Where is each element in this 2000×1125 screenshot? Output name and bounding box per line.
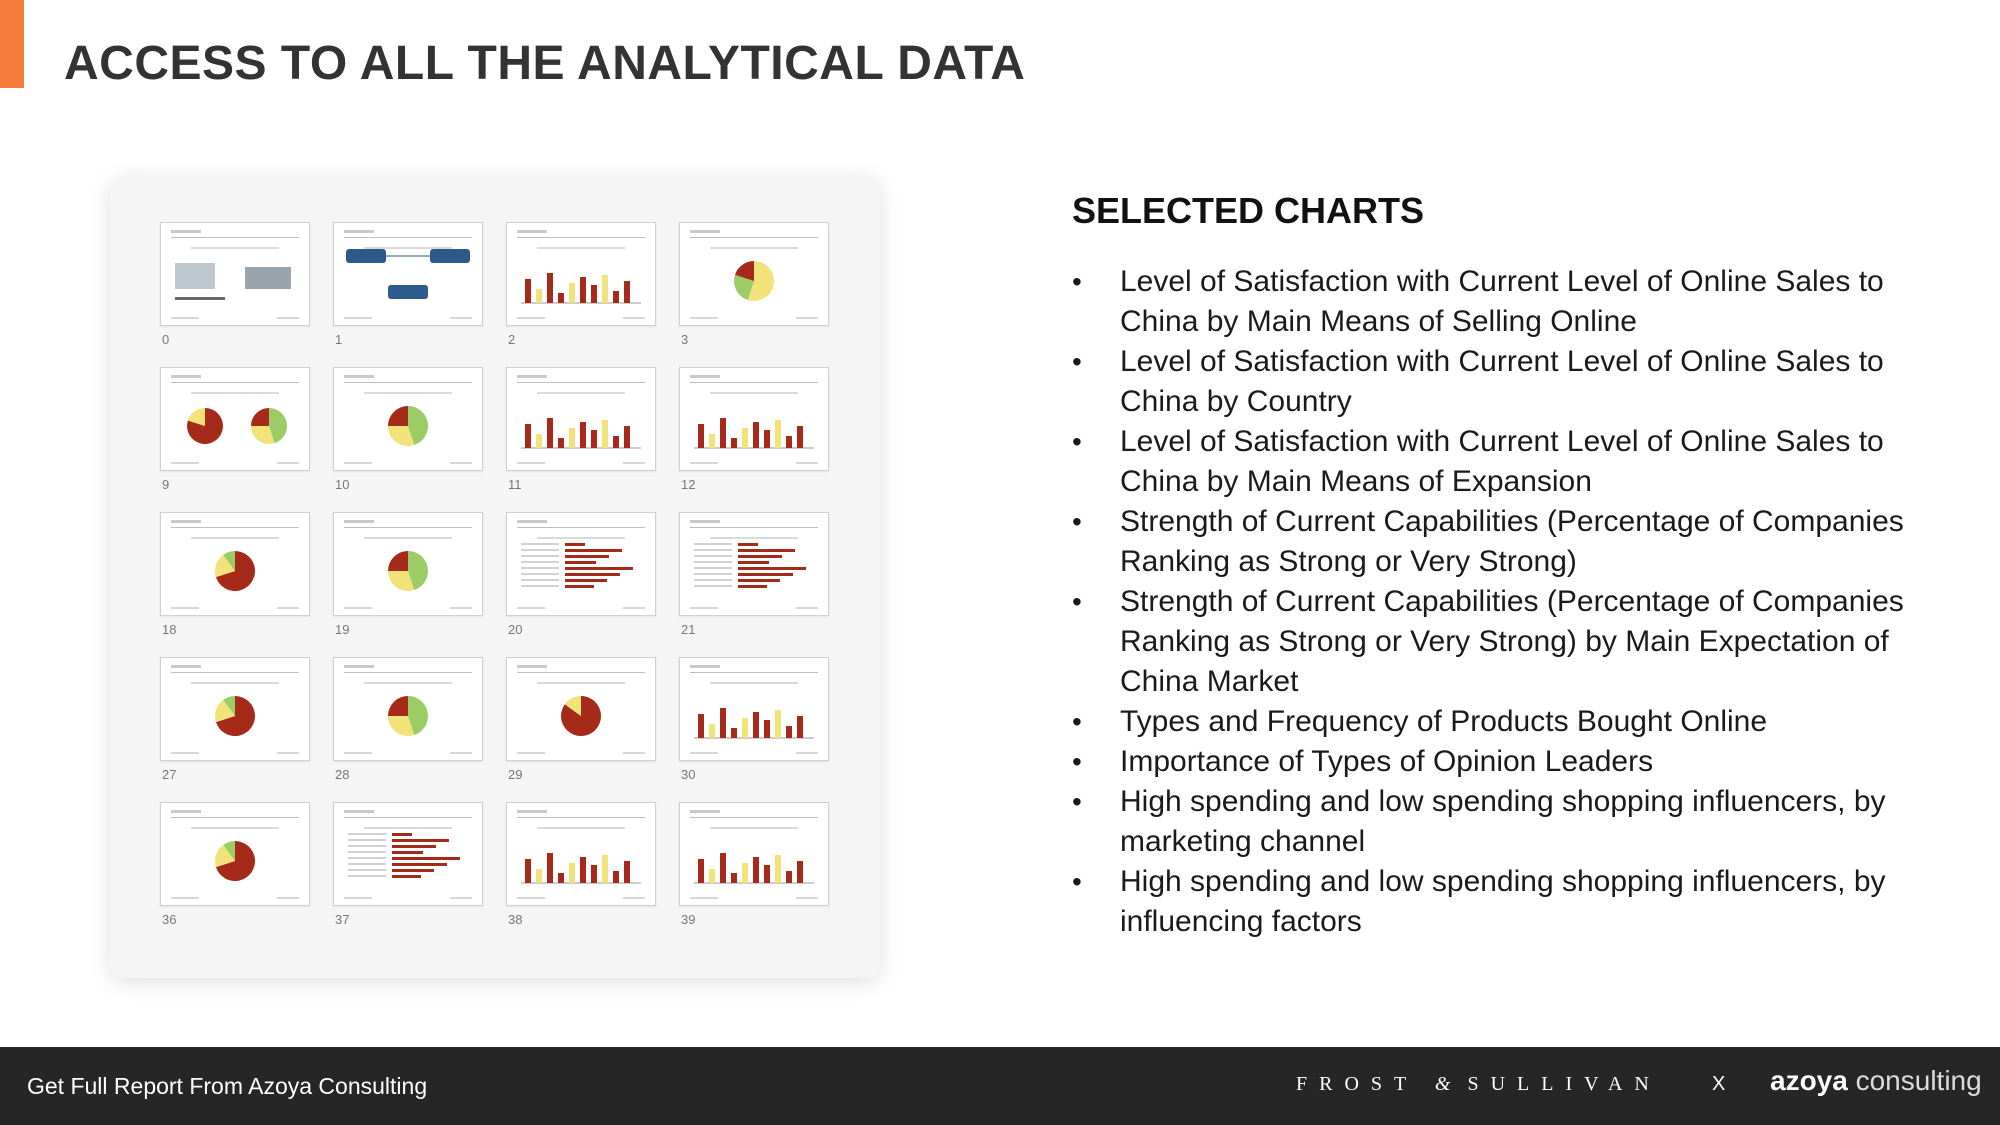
selected-charts-heading: SELECTED CHARTS [1072,190,1425,231]
slide-chart-graphic [680,223,828,325]
slide-number: 30 [681,767,696,782]
slide-thumbnail[interactable] [679,222,829,347]
page-title: ACCESS TO ALL THE ANALYTICAL DATA [64,37,1026,90]
slide-chart-graphic [680,658,828,760]
slide-chart-graphic [161,513,309,615]
slide-chart-graphic [334,658,482,760]
list-item: • Level of Satisfaction with Current Level of Online Sales to China by Country [1072,342,1932,422]
thumbnail-grid [160,222,829,927]
slide-thumbnail[interactable] [160,802,310,927]
slide-number: 20 [508,622,523,637]
azoya-consulting-logo: azoya consulting [1770,1065,1982,1096]
slide-preview [679,512,829,616]
slide-preview [506,367,656,471]
slide-thumbnail[interactable] [160,367,310,492]
slide-preview [333,367,483,471]
slide-number: 19 [335,622,350,637]
slide-preview [160,367,310,471]
slide-chart-graphic [334,368,482,470]
slide-chart-graphic [161,658,309,760]
slide-thumbnail[interactable] [160,512,310,637]
slide-number: 12 [681,477,696,492]
slide-preview [160,222,310,326]
slide-number: 38 [508,912,523,927]
slide-chart-graphic [507,368,655,470]
slide-chart-graphic [680,368,828,470]
list-item: • Strength of Current Capabilities (Percentage of Companies Ranking as Strong or Very Strong) [1072,502,1932,582]
slide-chart-graphic [680,803,828,905]
slide-preview [333,512,483,616]
slide-preview [679,657,829,761]
slide-chart-graphic [161,223,309,325]
slide-thumbnail[interactable] [506,657,656,782]
slide-chart-graphic [507,513,655,615]
report-thumbnail-panel [110,176,880,978]
frost-sullivan-logo: FROST & SULLIVAN [1296,1073,1661,1095]
slide-chart-graphic [334,223,482,325]
accent-bar [0,0,24,88]
slide-thumbnail[interactable] [160,657,310,782]
slide-preview [333,222,483,326]
slide-preview [679,222,829,326]
slide-number: 2 [508,332,516,347]
slide-chart-graphic [334,803,482,905]
slide-thumbnail[interactable] [333,802,483,927]
slide-chart-graphic [507,803,655,905]
slide-chart-graphic [161,368,309,470]
slide-chart-graphic [334,513,482,615]
slide-number: 29 [508,767,523,782]
slide-chart-graphic [507,658,655,760]
slide-number: 3 [681,332,689,347]
slide-number: 0 [162,332,170,347]
slide-preview [160,802,310,906]
slide-thumbnail[interactable] [333,657,483,782]
slide-number: 21 [681,622,696,637]
slide-preview [160,657,310,761]
slide-thumbnail[interactable] [679,367,829,492]
slide-thumbnail[interactable] [679,657,829,782]
slide-number: 9 [162,477,170,492]
slide-number: 18 [162,622,177,637]
list-item: • Level of Satisfaction with Current Level of Online Sales to China by Main Means of Selling Online [1072,262,1932,342]
slide-number: 10 [335,477,350,492]
slide-thumbnail[interactable] [679,512,829,637]
slide-preview [333,657,483,761]
slide-number: 37 [335,912,350,927]
selected-charts-list [1072,262,1932,942]
slide-thumbnail[interactable] [333,367,483,492]
list-item: • Types and Frequency of Products Bought Online [1072,702,1932,742]
slide-preview [333,802,483,906]
slide-thumbnail[interactable] [506,367,656,492]
slide-chart-graphic [680,513,828,615]
slide-thumbnail[interactable] [160,222,310,347]
brand-separator: X [1712,1073,1726,1095]
slide-preview [679,367,829,471]
slide-preview [506,802,656,906]
slide-number: 39 [681,912,696,927]
slide-number: 1 [335,332,343,347]
slide-thumbnail[interactable] [506,512,656,637]
slide-thumbnail[interactable] [333,512,483,637]
slide-preview [679,802,829,906]
slide-thumbnail[interactable] [506,222,656,347]
slide-preview [506,512,656,616]
slide-number: 36 [162,912,177,927]
slide-preview [506,657,656,761]
slide-thumbnail[interactable] [333,222,483,347]
slide-preview [160,512,310,616]
slide-number: 11 [508,477,522,492]
slide-thumbnail[interactable] [506,802,656,927]
list-item: • High spending and low spending shopping influencers, by influencing factors [1072,862,1932,942]
slide-chart-graphic [161,803,309,905]
slide-preview [506,222,656,326]
list-item: • Level of Satisfaction with Current Level of Online Sales to China by Main Means of Expansion [1072,422,1932,502]
list-item: • Importance of Types of Opinion Leaders [1072,742,1932,782]
slide-thumbnail[interactable] [679,802,829,927]
list-item: • Strength of Current Capabilities (Percentage of Companies Ranking as Strong or Very Strong) by Main Expectation of China Market [1072,582,1932,702]
footer-bar [0,1047,2000,1125]
slide-chart-graphic [507,223,655,325]
slide-number: 27 [162,767,177,782]
slide-number: 28 [335,767,350,782]
list-item: • High spending and low spending shopping influencers, by marketing channel [1072,782,1932,862]
get-full-report-link[interactable]: Get Full Report From Azoya Consulting [27,1073,428,1099]
